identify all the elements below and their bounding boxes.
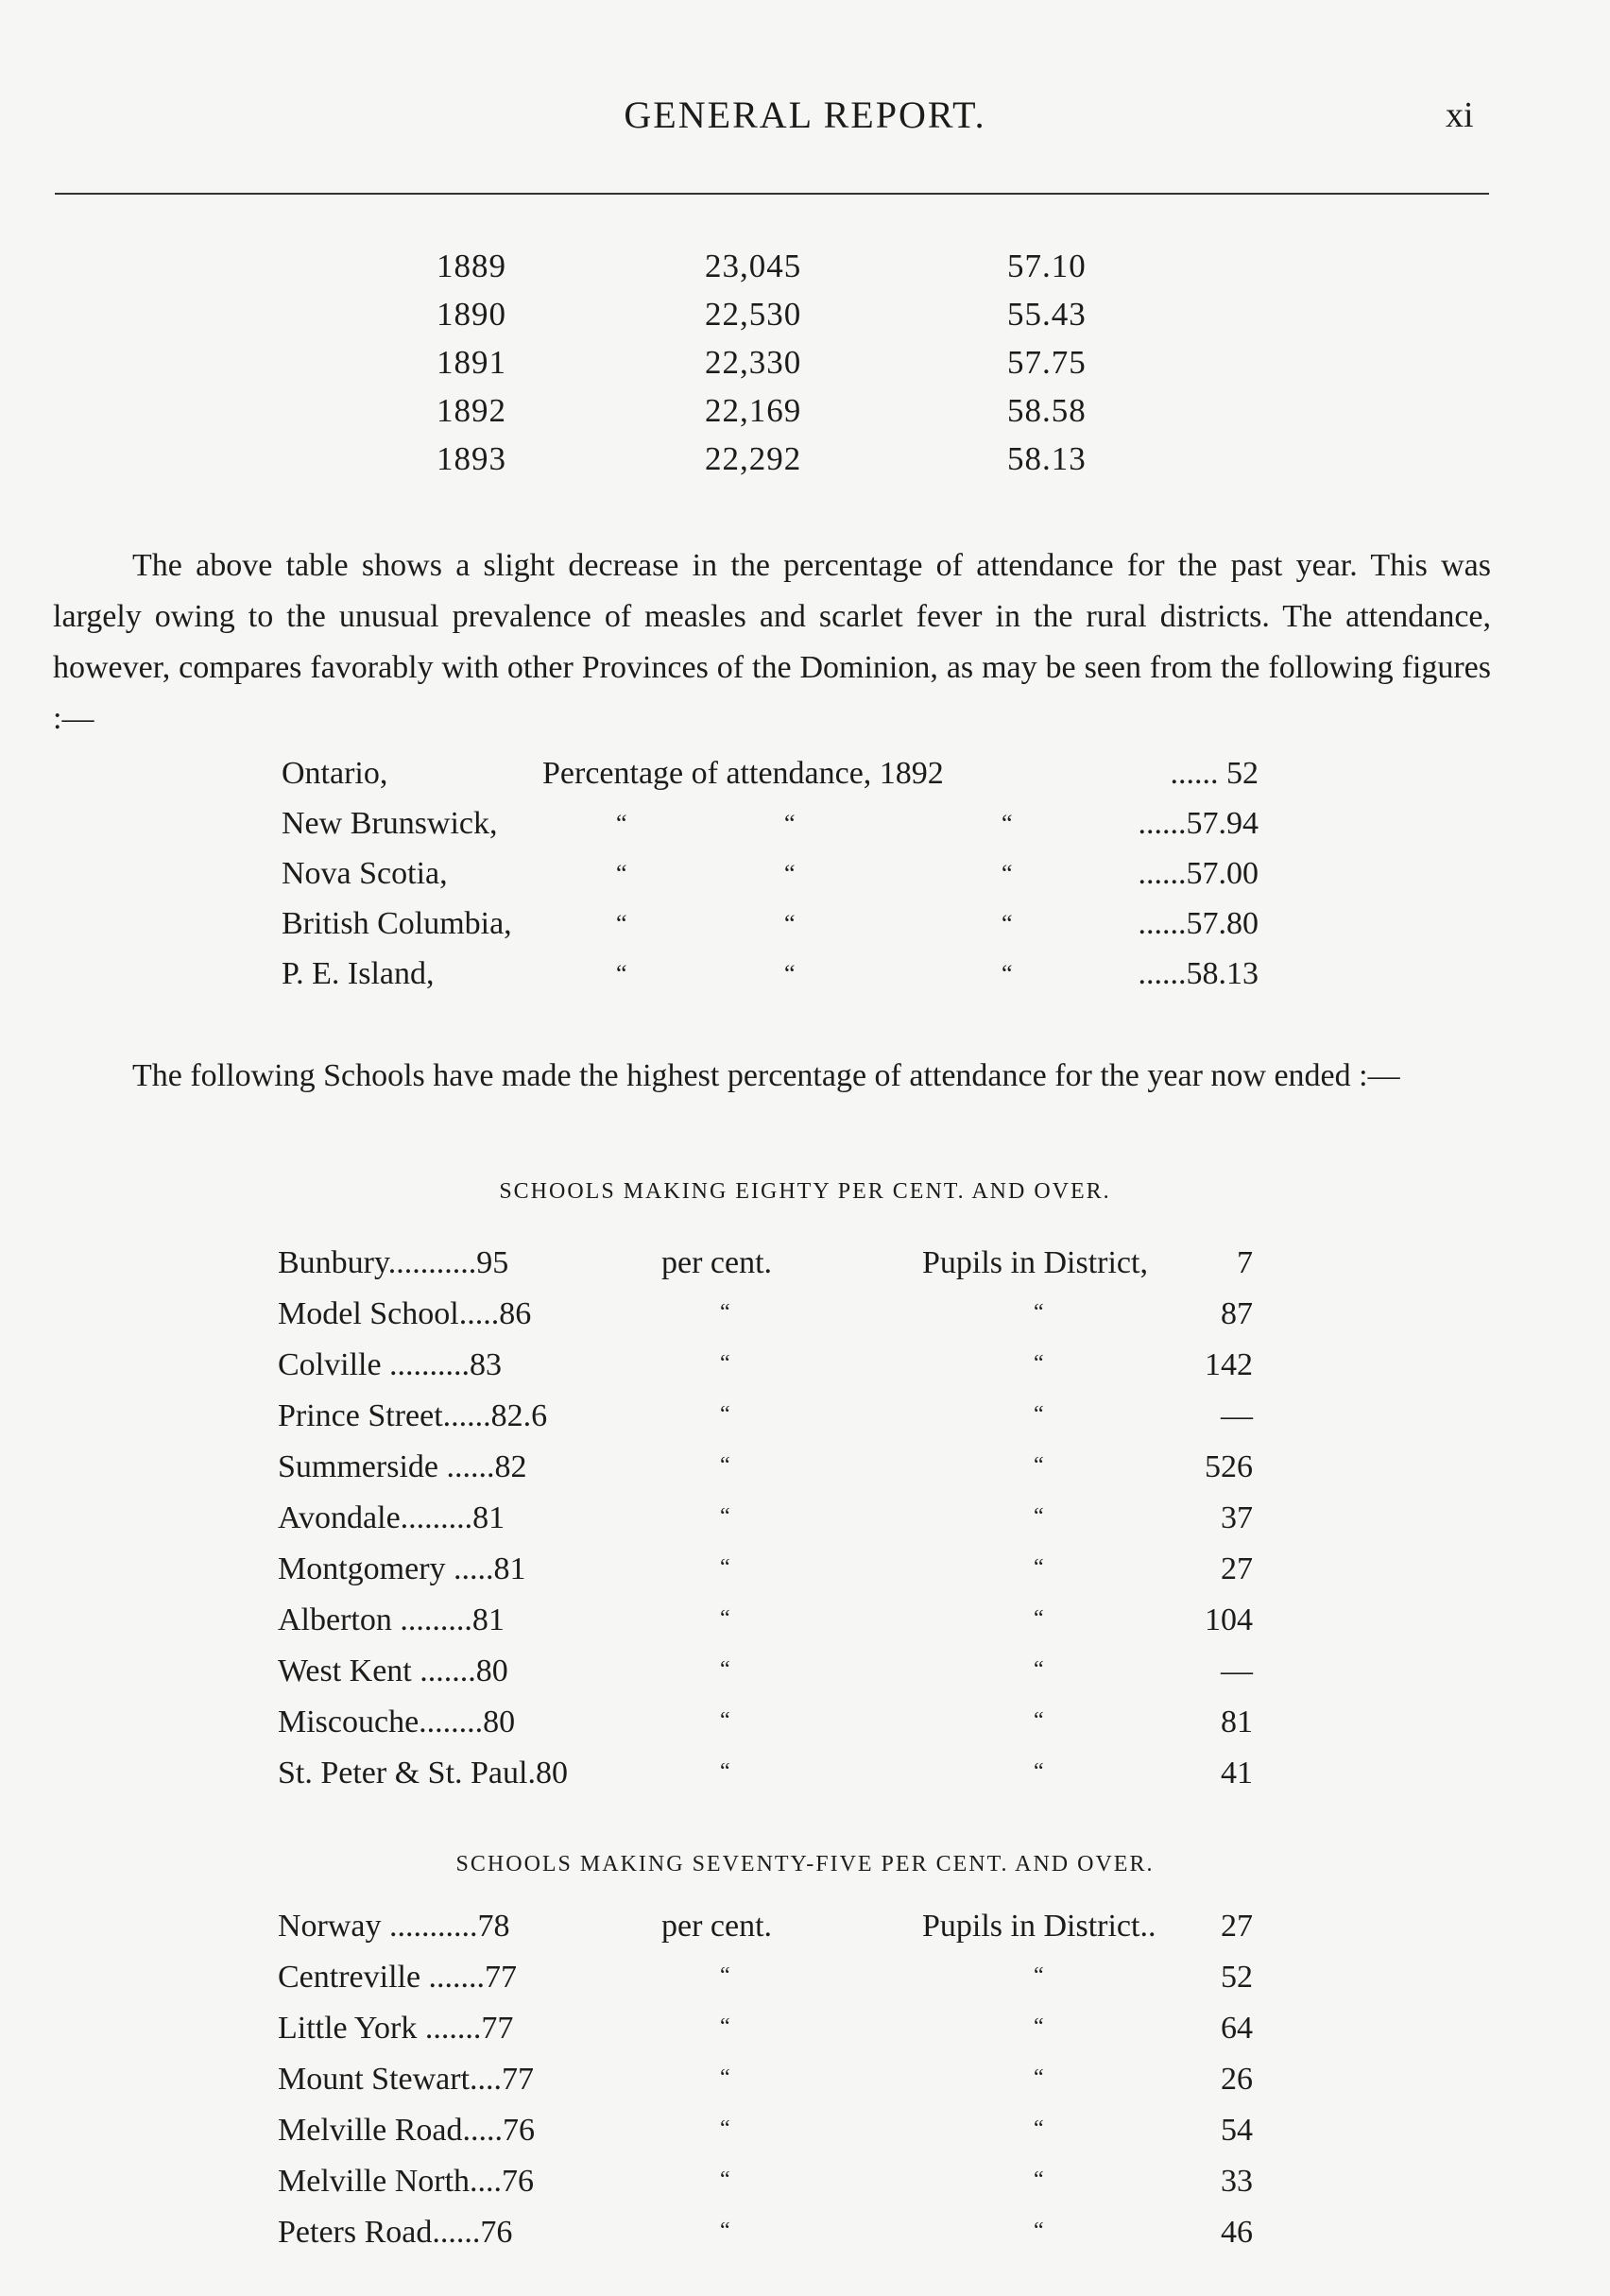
ditto-mark: “ (720, 2065, 730, 2090)
ditto-mark: “ (720, 1402, 730, 1427)
table-row (0, 1347, 1610, 1396)
ditto-mark: “ (1034, 1759, 1044, 1784)
list-item (0, 806, 1610, 853)
school-name: Prince Street......82.6 (278, 1398, 548, 1433)
ditto-mark: “ (1034, 2167, 1044, 2192)
pupils-cell: 22,330 (705, 344, 802, 381)
table-row (0, 1449, 1610, 1499)
school-name: Peters Road......76 (278, 2215, 513, 2250)
pupils-count: 37 (1221, 1500, 1253, 1535)
ditto-mark: “ (1034, 2116, 1044, 2141)
pupils-count: 27 (1221, 1909, 1253, 1944)
percentage-cell: 55.43 (1007, 296, 1087, 333)
pupils-label: Pupils in District.. (922, 1909, 1156, 1944)
year-cell: 1891 (437, 344, 506, 381)
page-title: GENERAL REPORT. (624, 94, 986, 136)
ditto-mark: “ (1002, 810, 1013, 837)
percentage-cell: 57.75 (1007, 344, 1087, 381)
ditto-mark: “ (1034, 1555, 1044, 1580)
section-heading-eighty: SCHOOLS MAKING EIGHTY PER CENT. AND OVER. (499, 1179, 1111, 1204)
province-label: Percentage of attendance, 1892 (542, 756, 944, 791)
ditto-mark: “ (720, 1351, 730, 1376)
pupils-count: 104 (1205, 1602, 1253, 1637)
table-row (0, 392, 1610, 439)
school-name: West Kent .......80 (278, 1653, 508, 1688)
ditto-mark: “ (616, 960, 627, 987)
paragraph-text: The above table shows a slight decrease in the percentage of attendance for the past year. This was largely owing to the unusual prevalence of measles and scarlet fever in the rural districts. The attendance, however, compares favorably with other Provinces of the Dominion, as may be seen from the following figures :— (53, 548, 1491, 736)
percentage-cell: 57.10 (1007, 248, 1087, 284)
table-row (0, 1602, 1610, 1652)
ditto-mark: “ (1034, 1402, 1044, 1427)
school-name: Little York .......77 (278, 2011, 514, 2046)
ditto-mark: “ (616, 810, 627, 837)
pupils-cell: 22,169 (705, 392, 802, 429)
pupils-count: 27 (1221, 1551, 1253, 1586)
ditto-mark: “ (720, 1657, 730, 1682)
per-cent-label: per cent. (661, 1909, 773, 1944)
pupils-cell: 23,045 (705, 248, 802, 284)
table-row (0, 344, 1610, 391)
province-value: ...... 52 (1170, 756, 1259, 791)
ditto-mark: “ (784, 910, 796, 937)
table-row (0, 1551, 1610, 1601)
ditto-mark: “ (1034, 2219, 1044, 2243)
province-name: Nova Scotia, (282, 856, 448, 891)
year-cell: 1892 (437, 392, 506, 429)
paragraph-text: The following Schools have made the highest percentage of attendance for the year now ended :— (132, 1058, 1400, 1093)
ditto-mark: “ (1002, 910, 1013, 937)
province-name: Ontario, (282, 756, 388, 791)
province-value: ......57.80 (1138, 906, 1259, 941)
pupils-count: 52 (1221, 1960, 1253, 1995)
table-row (0, 1756, 1610, 1805)
ditto-mark: “ (616, 860, 627, 887)
school-name: Montgomery .....81 (278, 1551, 526, 1586)
ditto-mark: “ (720, 2014, 730, 2039)
ditto-mark: “ (1034, 1453, 1044, 1478)
pupils-cell: 22,292 (705, 440, 802, 477)
ditto-mark: “ (720, 1300, 730, 1325)
paragraph-attendance-decrease (53, 540, 1491, 745)
province-name: British Columbia, (282, 906, 512, 941)
ditto-mark: “ (1034, 1300, 1044, 1325)
ditto-mark: “ (720, 1504, 730, 1529)
table-row (0, 1245, 1610, 1294)
pupils-count: 46 (1221, 2215, 1253, 2250)
ditto-mark: “ (720, 2167, 730, 2192)
pupils-label: Pupils in District, (922, 1245, 1148, 1280)
province-value: ......57.00 (1138, 856, 1259, 891)
pupils-count: 526 (1205, 1449, 1253, 1484)
ditto-mark: “ (1034, 1606, 1044, 1631)
ditto-mark: “ (720, 1555, 730, 1580)
ditto-mark: “ (1002, 860, 1013, 887)
ditto-mark: “ (720, 2116, 730, 2141)
table-row (0, 296, 1610, 343)
school-name: Colville ..........83 (278, 1347, 503, 1382)
table-row (0, 2113, 1610, 2162)
province-name: P. E. Island, (282, 956, 435, 991)
paragraph-highest-attendance (53, 1051, 1491, 1102)
school-name: Alberton .........81 (278, 1602, 505, 1637)
table-row (0, 1705, 1610, 1754)
table-row (0, 1653, 1610, 1703)
table-row (0, 2215, 1610, 2264)
table-row (0, 2164, 1610, 2213)
year-cell: 1890 (437, 296, 506, 333)
page-number: xi (1446, 95, 1474, 135)
ditto-mark: “ (720, 2219, 730, 2243)
school-name: Norway ...........78 (278, 1909, 510, 1944)
year-cell: 1893 (437, 440, 506, 477)
ditto-mark: “ (720, 1708, 730, 1733)
table-row (0, 1500, 1610, 1550)
ditto-mark: “ (720, 1453, 730, 1478)
school-name: Bunbury...........95 (278, 1245, 509, 1280)
ditto-mark: “ (1034, 1657, 1044, 1682)
school-name: Mount Stewart....77 (278, 2062, 535, 2097)
pupils-count: 64 (1221, 2011, 1253, 2046)
ditto-mark: “ (720, 1963, 730, 1988)
ditto-mark: “ (784, 960, 796, 987)
pupils-count: 87 (1221, 1296, 1253, 1331)
pupils-count: 142 (1205, 1347, 1253, 1382)
per-cent-label: per cent. (661, 1245, 773, 1280)
percentage-cell: 58.58 (1007, 392, 1087, 429)
table-row (0, 2062, 1610, 2111)
ditto-mark: “ (1034, 1963, 1044, 1988)
table-row (0, 1909, 1610, 1958)
pupils-count: 54 (1221, 2113, 1253, 2148)
list-item (0, 756, 1610, 803)
list-item (0, 956, 1610, 1003)
school-name: Avondale.........81 (278, 1500, 505, 1535)
header-rule (55, 193, 1489, 195)
ditto-mark: “ (1034, 2014, 1044, 2039)
table-row (0, 248, 1610, 295)
ditto-mark: “ (1034, 1708, 1044, 1733)
ditto-mark: “ (720, 1759, 730, 1784)
ditto-mark: “ (720, 1606, 730, 1631)
ditto-mark: “ (1034, 2065, 1044, 2090)
ditto-mark: “ (616, 910, 627, 937)
list-item (0, 856, 1610, 903)
ditto-mark: “ (1034, 1351, 1044, 1376)
school-name: Melville North....76 (278, 2164, 535, 2199)
pupils-count: 41 (1221, 1756, 1253, 1791)
table-row (0, 1960, 1610, 2009)
ditto-mark: “ (1034, 1504, 1044, 1529)
province-name: New Brunswick, (282, 806, 498, 841)
table-row (0, 2011, 1610, 2060)
province-value: ......57.94 (1138, 806, 1259, 841)
pupils-count: — (1221, 1653, 1253, 1688)
ditto-mark: “ (784, 810, 796, 837)
pupils-count: 33 (1221, 2164, 1253, 2199)
school-name: Melville Road.....76 (278, 2113, 535, 2148)
pupils-count: 81 (1221, 1705, 1253, 1739)
list-item (0, 906, 1610, 953)
pupils-count: — (1221, 1398, 1253, 1433)
ditto-mark: “ (1002, 960, 1013, 987)
table-row (0, 1398, 1610, 1448)
pupils-count: 7 (1237, 1245, 1253, 1280)
school-name: Centreville .......77 (278, 1960, 518, 1995)
year-cell: 1889 (437, 248, 506, 284)
school-name: Model School.....86 (278, 1296, 532, 1331)
percentage-cell: 58.13 (1007, 440, 1087, 477)
school-name: Miscouche........80 (278, 1705, 516, 1739)
ditto-mark: “ (784, 860, 796, 887)
table-row (0, 440, 1610, 488)
pupils-cell: 22,530 (705, 296, 802, 333)
pupils-count: 26 (1221, 2062, 1253, 2097)
table-row (0, 1296, 1610, 1345)
school-name: Summerside ......82 (278, 1449, 527, 1484)
school-name: St. Peter & St. Paul.80 (278, 1756, 568, 1791)
province-value: ......58.13 (1138, 956, 1259, 991)
section-heading-seventy-five: SCHOOLS MAKING SEVENTY-FIVE PER CENT. AND OVER. (455, 1852, 1155, 1876)
